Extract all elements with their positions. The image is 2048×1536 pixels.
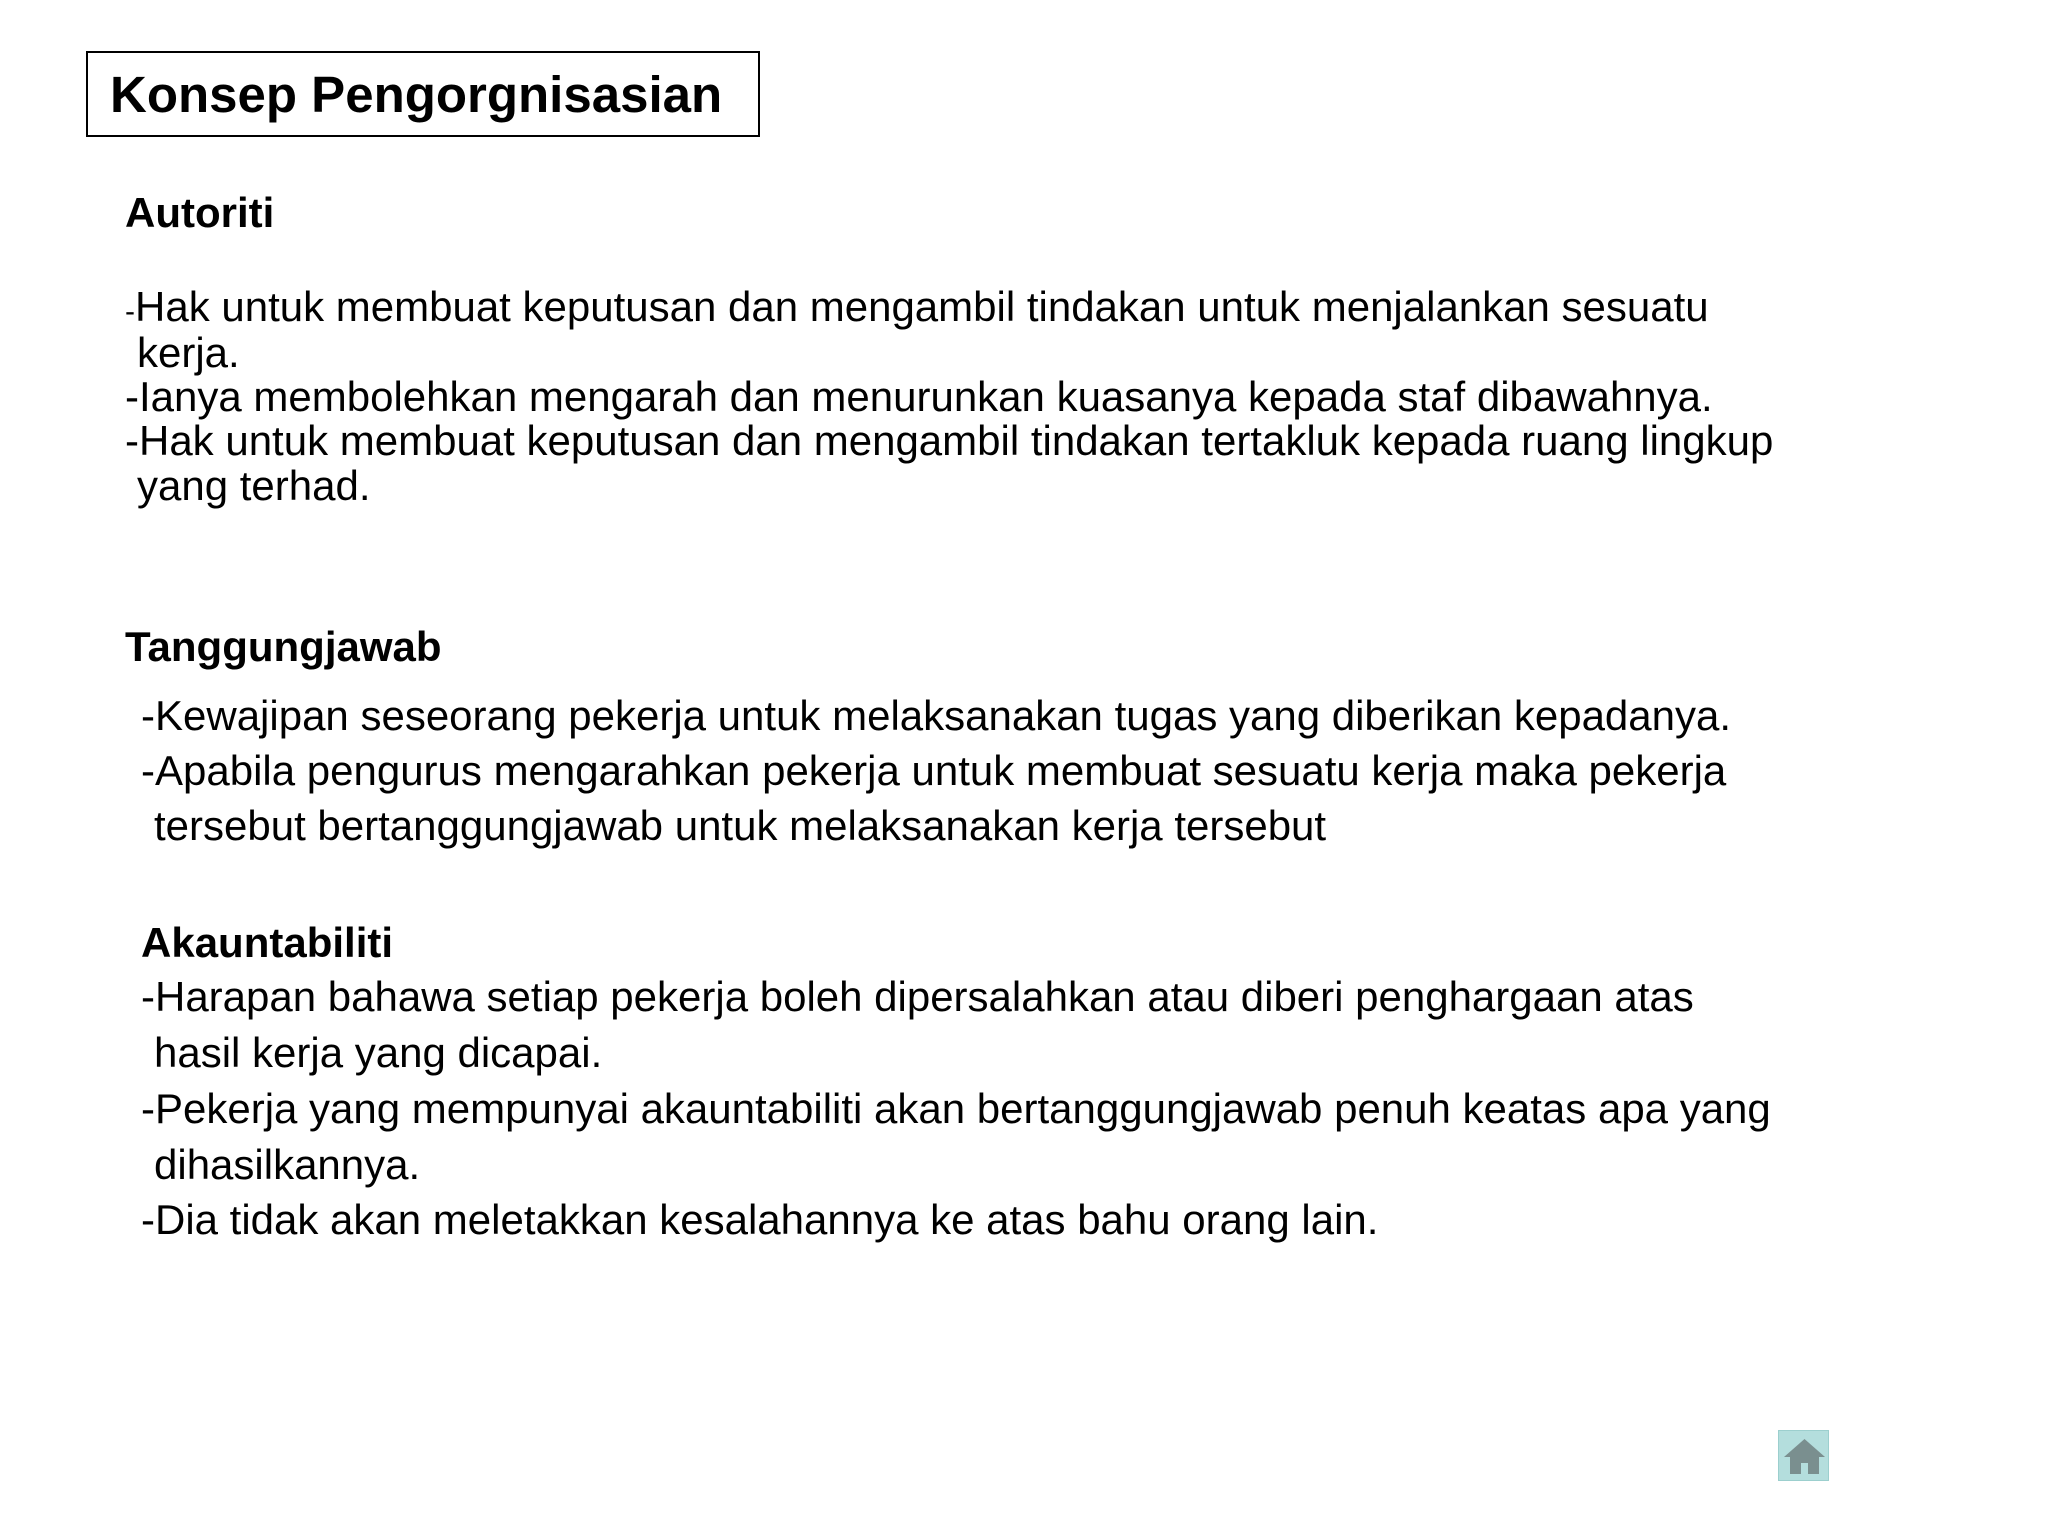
heading-tanggungjawab: Tanggungjawab — [125, 623, 442, 670]
home-icon — [1779, 1431, 1830, 1482]
autoriti-line-5: yang terhad. — [137, 462, 371, 509]
autoriti-line-1 — [125, 283, 1709, 330]
autoriti-line-3: -Ianya membolehkan mengarah dan menurunkan kuasanya kepada staf dibawahnya. — [125, 373, 1713, 420]
slide-title-box — [86, 51, 760, 137]
tanggungjawab-line-2: -Apabila pengurus mengarahkan pekerja untuk membuat sesuatu kerja maka pekerja — [141, 747, 1727, 794]
autoriti-line-1-dash: - — [125, 295, 135, 328]
home-button[interactable] — [1778, 1430, 1829, 1481]
akauntabiliti-line-2: hasil kerja yang dicapai. — [154, 1029, 603, 1076]
autoriti-line-1-text: Hak untuk membuat keputusan dan mengambil tindakan untuk menjalankan sesuatu — [135, 283, 1709, 330]
tanggungjawab-line-3: tersebut bertanggungjawab untuk melaksanakan kerja tersebut — [154, 802, 1327, 849]
slide-title: Konsep Pengorgnisasian — [110, 65, 723, 123]
heading-akauntabiliti: Akauntabiliti — [141, 919, 394, 966]
tanggungjawab-line-1: -Kewajipan seseorang pekerja untuk melaksanakan tugas yang diberikan kepadanya. — [141, 692, 1732, 739]
akauntabiliti-line-3: -Pekerja yang mempunyai akauntabiliti akan bertanggungjawab penuh keatas apa yang — [141, 1085, 1771, 1132]
akauntabiliti-line-5: -Dia tidak akan meletakkan kesalahannya ke atas bahu orang lain. — [141, 1196, 1379, 1243]
heading-autoriti: Autoriti — [125, 189, 275, 236]
autoriti-line-2: kerja. — [137, 329, 240, 376]
akauntabiliti-line-1: -Harapan bahawa setiap pekerja boleh dipersalahkan atau diberi penghargaan atas — [141, 973, 1694, 1020]
autoriti-line-4: -Hak untuk membuat keputusan dan mengambil tindakan tertakluk kepada ruang lingkup — [125, 417, 1774, 464]
akauntabiliti-line-4: dihasilkannya. — [154, 1141, 421, 1188]
